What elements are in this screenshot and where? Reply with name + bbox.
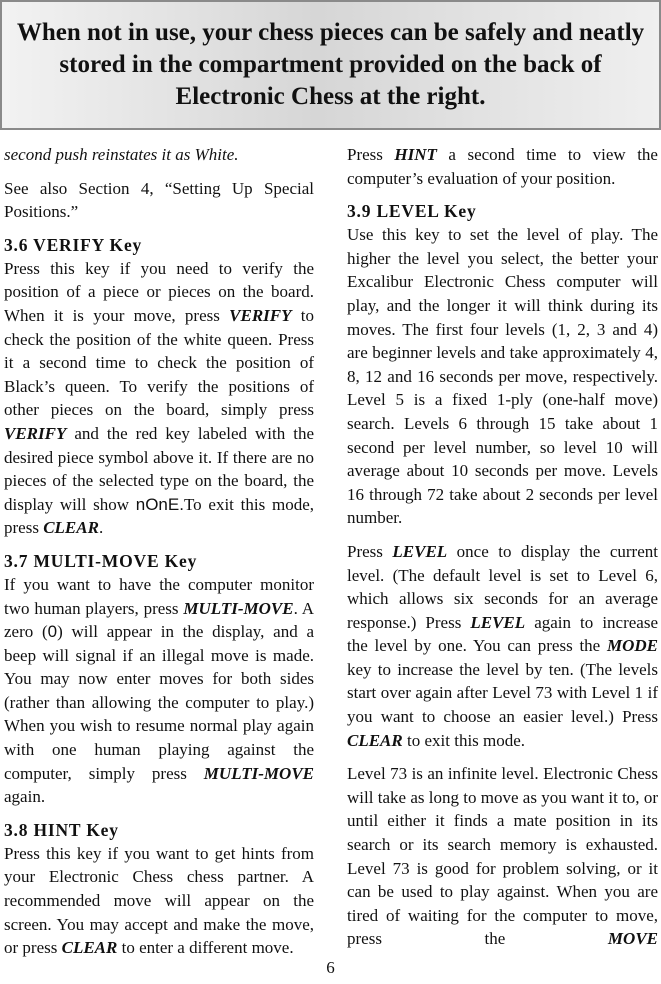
text-run: Press this key if you need to verify the position of a piece or pieces on the board. When it is your move, press [4, 258, 314, 325]
paragraph [4, 573, 314, 809]
left-column [4, 143, 314, 970]
text-run: Use this key to set the level of play. The higher the level you select, the better your Excalibur Electronic Chess computer will play, and the longer it will think during its moves. The first four levels (1, 2, 3 and 4) are beginner levels and take approximately 4, 8, 12 and 16 seconds per move, respectively. Level 5 is a fixed 1-ply (one-half move) search. Levels 6 through 15 take about 1 second per level number, so level 10 will average about 10 seconds per move. Levels 16 through 72 take about 2 seconds per level number. [347, 225, 658, 528]
key-name: MULTI-MOVE [203, 763, 314, 783]
text-run: key to increase the level by ten. (The levels start over again after Level 73 with Level 1 if you want to choose an easier level.) Press [347, 659, 658, 727]
text-run: a second time to view the computer’s evaluation of your position. [347, 145, 658, 188]
text-run: second push reinstates it as White. [4, 145, 239, 164]
text-run: once to display the current level. (The default level is set to Level 6, which allows six seconds for an average response.) Press [347, 541, 658, 632]
text-run: to enter a different move. [117, 938, 294, 958]
text-run: . [98, 518, 104, 538]
page-number: 6 [326, 958, 335, 977]
key-name: CLEAR [347, 730, 403, 750]
banner-text: When not in use, your chess pieces can be safely and neatly stored in the compartment provided on the back of Electronic Chess at the right. [16, 19, 645, 110]
section-heading [4, 819, 314, 842]
text-run: to exit this mode. [402, 730, 526, 750]
paragraph [4, 842, 314, 960]
right-column [347, 143, 658, 961]
key-name: MODE [606, 636, 658, 656]
paragraph [347, 143, 658, 190]
storage-tip-banner [0, 0, 661, 130]
text-run: 3.8 HINT Key [4, 819, 119, 840]
paragraph [347, 223, 658, 530]
text-run: 3.9 LEVEL Key [347, 201, 477, 222]
text-run: Press [347, 541, 393, 561]
section-heading [347, 200, 658, 223]
text-run: again. [4, 787, 46, 807]
paragraph [347, 762, 658, 951]
paragraph [4, 177, 314, 224]
text-run: See also Section 4, “Setting Up Special Positions.” [4, 178, 314, 222]
section-heading [4, 234, 314, 257]
text-run: to check the position of the white queen. Press it a second time to check the position of Black’s queen. To verify the positions of other pieces on the board, simply press [4, 305, 314, 420]
text-run: If you want to have the computer monitor two human players, press [4, 574, 314, 618]
display-readout: 0 [47, 622, 58, 642]
key-name: CLEAR [61, 938, 118, 958]
paragraph [4, 257, 314, 540]
key-name: MOVE [607, 929, 658, 949]
key-name: LEVEL [392, 541, 448, 561]
key-name: LEVEL [470, 612, 526, 632]
key-name: VERIFY [4, 423, 67, 443]
text-run: . A zero ( [4, 598, 314, 642]
text-run: Press this key if you want to get hints from your Electronic Chess chess partner. A recommended move will appear on the screen. You may accept and make the move, or press [4, 843, 314, 958]
paragraph [347, 540, 658, 752]
paragraph [4, 143, 314, 167]
key-name: VERIFY [229, 305, 292, 325]
key-name: CLEAR [43, 518, 99, 538]
text-run: ) will appear in the display, and a beep will signal if an illegal move is made. You may now enter moves for both sides (rather than allowing the computer to play.) When you wish to resume normal play again with one human playing against the computer, simply press [4, 622, 314, 783]
text-run: and the red key labeled with the desired piece symbol above it. If there are no pieces of the selected type on the board, the display will show [4, 423, 314, 514]
text-run: Level 73 is an infinite level. Electronic Chess will take as long to move as you want it to, or until either it finds a mate position in its search or its search memory is exhausted. Level 73 is good for problem solving, or it can be used to play against. When you are tired of waiting for the computer to move, press the [347, 764, 658, 949]
text-run: Press [347, 145, 395, 164]
key-name: HINT [394, 145, 437, 164]
key-name: MULTI-MOVE [183, 598, 294, 618]
section-heading [4, 550, 314, 573]
text-run: To exit this mode, press [4, 494, 314, 538]
text-run: 3.7 MULTI-MOVE Key [4, 550, 198, 571]
text-run: 3.6 VERIFY Key [4, 234, 143, 255]
display-readout: nOnE. [135, 494, 184, 514]
text-run: again to increase the level by one. You can press the [347, 612, 659, 656]
